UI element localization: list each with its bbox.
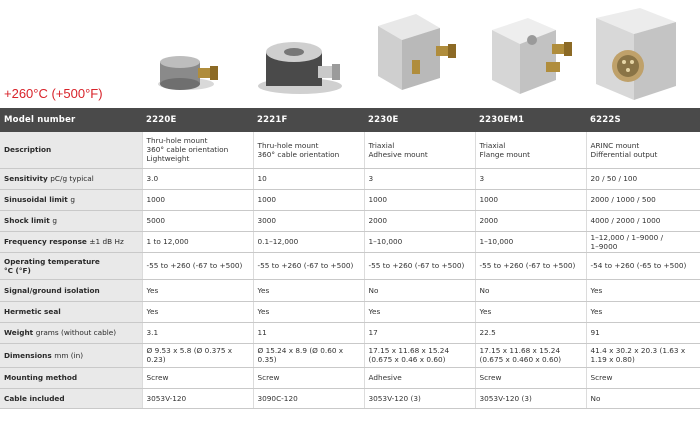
- table-cell: No: [475, 279, 586, 301]
- row-label-text: Hermetic seal: [4, 307, 61, 316]
- table-cell: Yes: [586, 279, 700, 301]
- table-cell: 2000: [364, 210, 475, 231]
- table-cell: Screw: [475, 367, 586, 388]
- table-row: [0, 367, 700, 388]
- table-cell: Screw: [142, 367, 253, 388]
- row-label: [0, 210, 142, 231]
- table-cell: 10: [253, 168, 364, 189]
- table-row: [0, 279, 700, 301]
- sensor-2230em1-photo: [492, 18, 572, 94]
- model-header: 2221F: [253, 108, 364, 132]
- table-cell: Yes: [253, 301, 364, 322]
- table-cell: 17: [364, 322, 475, 343]
- row-label-text: Weight: [4, 328, 34, 337]
- row-label-text: Mounting method: [4, 373, 78, 382]
- row-label: [0, 367, 142, 388]
- table-cell: 3.1: [142, 322, 253, 343]
- table-cell: 1–10,000: [364, 231, 475, 252]
- table-cell: 91: [586, 322, 700, 343]
- table-cell: -55 to +260 (-67 to +500): [142, 252, 253, 279]
- row-label: [0, 279, 142, 301]
- table-cell: Yes: [142, 279, 253, 301]
- sensor-2220e-photo: [158, 56, 218, 90]
- table-row: [0, 252, 700, 279]
- table-header-row: [0, 108, 700, 132]
- table-cell: 41.4 x 30.2 x 20.3 (1.63 x 1.19 x 0.80): [586, 343, 700, 367]
- table-cell: -54 to +260 (-65 to +500): [586, 252, 700, 279]
- table-cell: 3.0: [142, 168, 253, 189]
- table-cell: Yes: [475, 301, 586, 322]
- table-cell: ARINC mount Differential output: [586, 132, 700, 168]
- table-cell: 1–10,000: [475, 231, 586, 252]
- row-unit: grams (without cable): [35, 328, 117, 337]
- header-label: Model number: [0, 108, 142, 132]
- row-label: [0, 252, 142, 279]
- row-label-text: Frequency response: [4, 237, 87, 246]
- row-label-text: Shock limit: [4, 216, 50, 225]
- table-cell: Yes: [364, 301, 475, 322]
- row-unit: ±1 dB Hz: [89, 237, 124, 246]
- row-label-text: Operating temperature °C (°F): [4, 256, 100, 275]
- table-cell: Ø 15.24 x 8.9 (Ø 0.60 x 0.35): [253, 343, 364, 367]
- row-label: [0, 322, 142, 343]
- table-cell: 3090C-120: [253, 388, 364, 408]
- row-label-text: Sensitivity: [4, 174, 48, 183]
- row-label-text: Cable included: [4, 393, 65, 403]
- temperature-banner: +260°C (+500°F): [4, 86, 103, 101]
- table-cell: Ø 9.53 x 5.8 (Ø 0.375 x 0.23): [142, 343, 253, 367]
- spec-table: [0, 108, 700, 409]
- table-cell: 5000: [142, 210, 253, 231]
- model-header: 2220E: [142, 108, 253, 132]
- table-cell: 2000: [475, 210, 586, 231]
- row-unit: pC/g typical: [50, 174, 94, 183]
- table-row: [0, 168, 700, 189]
- row-label: [0, 343, 142, 367]
- spec-table-body: [0, 132, 700, 408]
- table-cell: 1000: [142, 189, 253, 210]
- table-cell: 17.15 x 11.68 x 15.24 (0.675 x 0.460 x 0.60): [475, 343, 586, 367]
- row-label-text: Sinusoidal limit: [4, 195, 68, 204]
- table-cell: 1–12,000 / 1–9000 / 1–9000: [586, 231, 700, 252]
- table-cell: -55 to +260 (-67 to +500): [475, 252, 586, 279]
- row-label: [0, 132, 142, 168]
- sensor-2230e-photo: [378, 14, 456, 90]
- table-cell: 1000: [364, 189, 475, 210]
- table-cell: Thru-hole mount 360° cable orientation: [253, 132, 364, 168]
- product-photo-strip: [0, 0, 700, 108]
- row-label-text: Signal/ground isolation: [4, 285, 100, 295]
- table-cell: 2000 / 1000 / 500: [586, 189, 700, 210]
- table-cell: 1000: [475, 189, 586, 210]
- table-cell: 3: [475, 168, 586, 189]
- table-row: [0, 189, 700, 210]
- row-label: [0, 301, 142, 322]
- table-cell: Yes: [142, 301, 253, 322]
- row-label-text: Description: [4, 145, 52, 155]
- table-cell: No: [364, 279, 475, 301]
- table-cell: 1000: [253, 189, 364, 210]
- row-label: [0, 189, 142, 210]
- table-row: [0, 322, 700, 343]
- table-row: [0, 132, 700, 168]
- row-unit: g: [52, 216, 57, 225]
- model-header: 6222S: [586, 108, 700, 132]
- table-cell: Thru-hole mount 360° cable orientation Lightweight: [142, 132, 253, 168]
- table-row: [0, 231, 700, 252]
- row-label: [0, 388, 142, 408]
- model-header: 2230EM1: [475, 108, 586, 132]
- table-cell: 3053V-120: [142, 388, 253, 408]
- row-unit: g: [70, 195, 75, 204]
- table-cell: 11: [253, 322, 364, 343]
- table-cell: 1 to 12,000: [142, 231, 253, 252]
- table-cell: 20 / 50 / 100: [586, 168, 700, 189]
- table-row: [0, 301, 700, 322]
- row-unit: mm (in): [54, 350, 84, 360]
- row-label: [0, 231, 142, 252]
- table-cell: 3: [364, 168, 475, 189]
- row-label-text: Dimensions: [4, 350, 52, 360]
- table-row: [0, 343, 700, 367]
- table-cell: 3053V-120 (3): [364, 388, 475, 408]
- table-cell: 4000 / 2000 / 1000: [586, 210, 700, 231]
- table-cell: Adhesive: [364, 367, 475, 388]
- model-header: 2230E: [364, 108, 475, 132]
- table-cell: -55 to +260 (-67 to +500): [364, 252, 475, 279]
- table-cell: -55 to +260 (-67 to +500): [253, 252, 364, 279]
- table-cell: 22.5: [475, 322, 586, 343]
- table-cell: Screw: [586, 367, 700, 388]
- table-cell: 3000: [253, 210, 364, 231]
- table-row: [0, 210, 700, 231]
- table-cell: 3053V-120 (3): [475, 388, 586, 408]
- sensor-6222s-photo: [596, 8, 676, 100]
- row-label: [0, 168, 142, 189]
- table-cell: Triaxial Adhesive mount: [364, 132, 475, 168]
- table-cell: 17.15 x 11.68 x 15.24 (0.675 x 0.46 x 0.60): [364, 343, 475, 367]
- sensor-2221f-photo: [258, 42, 342, 94]
- table-row: [0, 388, 700, 408]
- table-cell: Yes: [253, 279, 364, 301]
- table-cell: Triaxial Flange mount: [475, 132, 586, 168]
- table-cell: Yes: [586, 301, 700, 322]
- table-cell: 0.1–12,000: [253, 231, 364, 252]
- table-cell: No: [586, 388, 700, 408]
- table-cell: Screw: [253, 367, 364, 388]
